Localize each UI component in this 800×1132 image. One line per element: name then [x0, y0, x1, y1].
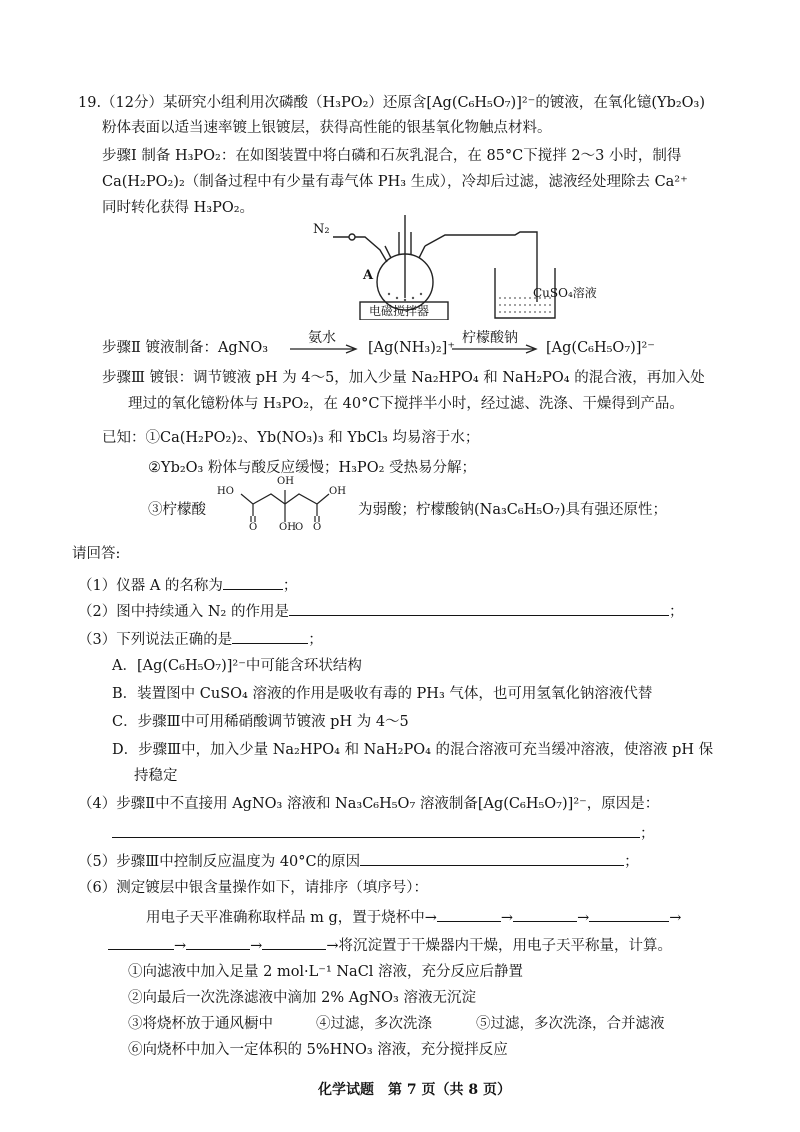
step2-product: [Ag(C₆H₅O₇)]²⁻ [546, 340, 655, 356]
question-3-text: （3）下列说法正确的是 [78, 632, 233, 648]
known-line3-prefix: ③柠檬酸 [148, 502, 206, 518]
sequence-arrow-5: → [250, 938, 263, 954]
reaction-arrow-1 [290, 344, 360, 354]
struct-o-bottom: O [295, 522, 304, 533]
step-option-6: ⑥向烧杯中加入一定体积的 5%HNO₃ 溶液，充分搅拌反应 [128, 1042, 508, 1058]
step1-line3: 同时转化获得 H₃PO₂。 [102, 200, 255, 216]
question-4: （4）步骤Ⅱ中不直接用 AgNO₃ 溶液和 Na₃C₆H₅O₇ 溶液制备[Ag(C₆H₅O₇)]²⁻，原因是： [78, 796, 660, 812]
sequence-blank-6[interactable] [262, 934, 326, 950]
question-6: （6）测定镀层中银含量操作如下，请排序（填序号）： [78, 880, 428, 896]
q6-line1-prefix: 用电子天平准确称取样品 m g，置于烧杯中→ [146, 910, 437, 926]
struct-oh-right: OH [329, 486, 346, 497]
question-1-text: （1）仪器 A 的名称为 [78, 578, 223, 594]
answer-heading: 请回答: [72, 546, 121, 562]
step1-line2: Ca(H₂PO₂)₂（制备过程中有少量有毒气体 PH₃ 生成），冷却后过滤，滤液经处理除去 Ca²⁺ [102, 174, 688, 190]
struct-o-left: O [249, 522, 258, 533]
answer-blank-4[interactable] [112, 822, 640, 838]
sequence-arrow-1: → [500, 910, 514, 926]
step3-line2: 理过的氧化镱粉体与 H₃PO₂，在 40°C下搅拌半小时，经过滤、洗涤、干燥得到产品。 [128, 396, 684, 412]
answer-blank-1[interactable] [223, 574, 283, 590]
arrow1-label: 氨水 [308, 330, 336, 346]
question-4-answer-line [112, 822, 655, 844]
sequence-blank-4[interactable] [108, 934, 174, 950]
question-1-end: ； [282, 578, 298, 594]
question-3 [78, 628, 323, 650]
struct-o-right: O [313, 522, 322, 533]
flask-a-label: A [363, 268, 374, 283]
question-4-end: ； [640, 826, 655, 842]
known-line2: ②Yb₂O₃ 粉体与酸反应缓慢；H₃PO₂ 受热易分解； [148, 460, 476, 476]
q6-line2-suffix: →将沉淀置于干燥器内干燥，用电子天平称量，计算。 [326, 938, 672, 954]
cuso4-beaker-label: CuSO₄溶液 [533, 286, 597, 300]
question-19-intro-line2: 粉体表面以适当速率镀上银镀层，获得高性能的银基氧化物触点材料。 [102, 120, 552, 136]
option-c: C．步骤Ⅲ中可用稀硝酸调节镀液 pH 为 4～5 [112, 714, 409, 730]
question-2-text: （2）图中持续通入 N₂ 的作用是 [78, 604, 289, 620]
option-d-line1: D．步骤Ⅲ中，加入少量 Na₂HPO₄ 和 NaH₂PO₄ 的混合溶液可充当缓冲溶液，使溶液 pH 保 [112, 742, 714, 758]
step-option-3: ③将烧杯放于通风橱中 [128, 1016, 273, 1032]
question-19-intro-line1: 19.（12分）某研究小组利用次磷酸（H₃PO₂）还原含[Ag(C₆H₅O₇)]²⁻的镀液，在氧化镱(Yb₂O₃) [78, 95, 706, 111]
q6-sequence-line2 [108, 934, 672, 956]
question-2-end: ； [668, 604, 684, 620]
option-d-line2: 持稳定 [134, 768, 178, 784]
sequence-blank-5[interactable] [186, 934, 250, 950]
q6-sequence-line1 [146, 906, 681, 928]
apparatus-drawing [305, 210, 635, 320]
sequence-arrow-3: → [669, 910, 682, 926]
answer-blank-3[interactable] [232, 628, 308, 644]
question-1 [78, 574, 297, 596]
known-line3-suffix: 为弱酸；柠檬酸钠(Na₃C₆H₅O₇)具有强还原性； [358, 502, 668, 518]
answer-blank-2[interactable] [289, 600, 669, 616]
sequence-arrow-4: → [174, 938, 187, 954]
n2-inlet-label: N₂ [313, 222, 330, 237]
question-3-end: ； [308, 632, 323, 648]
known-line1: 已知：①Ca(H₂PO₂)₂、Yb(NO₃)₃ 和 YbCl₃ 均易溶于水； [102, 430, 480, 446]
step-option-1: ①向滤液中加入足量 2 mol·L⁻¹ NaCl 溶液，充分反应后静置 [128, 964, 524, 980]
step-option-5: ⑤过滤，多次洗涤，合并滤液 [476, 1016, 665, 1032]
option-a: A．[Ag(C₆H₅O₇)]²⁻中可能含环状结构 [112, 658, 362, 674]
struct-oh-bottom: OH [279, 522, 296, 533]
magnetic-stirrer-label: 电磁搅拌器 [369, 304, 430, 318]
struct-ho-left: HO [217, 486, 234, 497]
question-5-text: （5）步骤Ⅲ中控制反应温度为 40°C的原因 [78, 854, 361, 870]
sequence-blank-1[interactable] [437, 906, 501, 922]
sequence-blank-2[interactable] [513, 906, 577, 922]
apparatus-diagram [305, 210, 635, 320]
step2-intermediate: [Ag(NH₃)₂]⁺ [368, 340, 455, 356]
arrow2-label: 柠檬酸钠 [462, 330, 518, 346]
citric-acid-structure [215, 476, 355, 542]
question-2 [78, 600, 683, 622]
step-option-4: ④过滤，多次洗涤 [316, 1016, 432, 1032]
question-5 [78, 850, 639, 872]
answer-blank-5[interactable] [360, 850, 624, 866]
reaction-arrow-2 [452, 344, 540, 354]
step1-line1: 步骤Ⅰ 制备 H₃PO₂：在如图装置中将白磷和石灰乳混合，在 85°C下搅拌 2～3 小时，制得 [102, 148, 682, 164]
sequence-blank-3[interactable] [589, 906, 669, 922]
step-option-2: ②向最后一次洗涤滤液中滴加 2% AgNO₃ 溶液无沉淀 [128, 990, 476, 1006]
sequence-arrow-2: → [577, 910, 590, 926]
step3-line1: 步骤Ⅲ 镀银：调节镀液 pH 为 4～5，加入少量 Na₂HPO₄ 和 NaH₂PO₄ 的混合液，再加入处 [102, 370, 705, 386]
page-footer: 化学试题 第 7 页（共 8 页） [318, 1082, 511, 1098]
struct-oh-top: OH [277, 476, 294, 487]
option-b: B．装置图中 CuSO₄ 溶液的作用是吸收有毒的 PH₃ 气体，也可用氢氧化钠溶液代替 [112, 686, 653, 702]
step2-prefix: 步骤Ⅱ 镀液制备：AgNO₃ [102, 340, 269, 356]
question-5-end: ； [624, 854, 639, 870]
